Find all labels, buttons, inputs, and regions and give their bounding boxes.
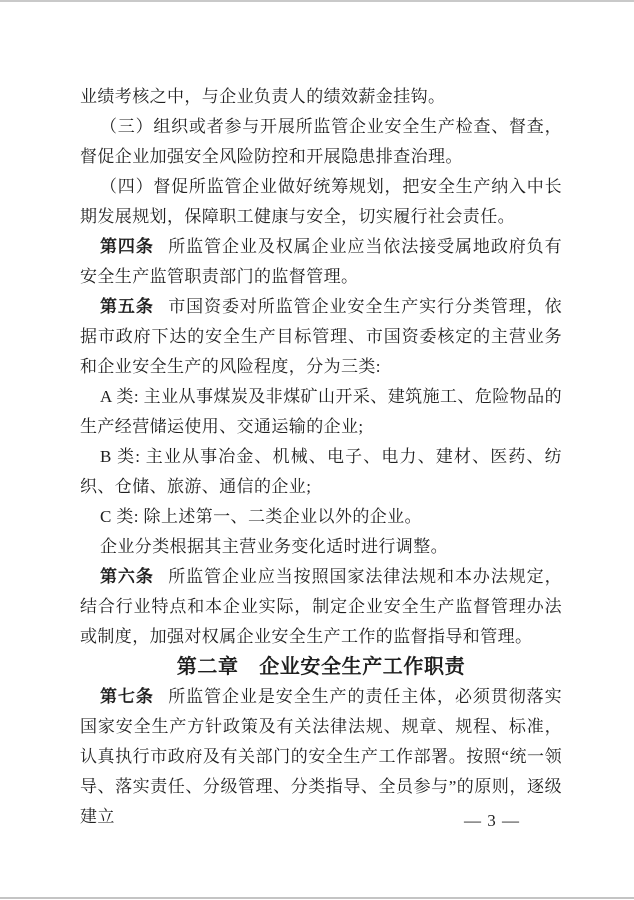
article-text: 所监管企业及权属企业应当依法接受属地政府负有安全生产监管职责部门的监督管理。 [80,237,562,286]
article-paragraph [80,232,562,292]
page-top-edge [0,0,634,2]
article-paragraph [80,562,562,652]
page-bottom-edge [0,897,634,899]
body-paragraph: B 类: 主业从事冶金、机械、电子、电力、建材、医药、纺织、仓储、旅游、通信的企业; [80,447,562,496]
document-body [80,82,562,832]
article-number-label: 第五条 [100,297,154,316]
body-paragraph: （三）组织或者参与开展所监管企业安全生产检查、督查，督促企业加强安全风险防控和开展隐患排查治理。 [80,117,562,166]
page-number: — 3 — [464,811,520,830]
body-paragraph: 企业分类根据其主营业务变化适时进行调整。 [100,537,448,556]
article-number-label: 第七条 [100,687,154,706]
article-paragraph [80,292,562,382]
article-number-label: 第四条 [100,237,154,256]
article-number-label: 第六条 [100,567,154,586]
body-paragraph: C 类: 除上述第一、二类企业以外的企业。 [100,507,422,526]
body-paragraph: A 类: 主业从事煤炭及非煤矿山开采、建筑施工、危险物品的生产经营储运使用、交通运输的企业; [80,387,562,436]
chapter-heading: 第二章 企业安全生产工作职责 [176,656,466,678]
article-text: 所监管企业是安全生产的责任主体，必须贯彻落实国家安全生产方针政策及有关法律法规、规章、规程、标准，认真执行市政府及有关部门的安全生产工作部署。按照“统一领导、落实责任、分级管理、分类指导、全员参与”的原则，逐级建立 [80,687,562,826]
continuation-paragraph: 业绩考核之中，与企业负责人的绩效薪金挂钩。 [80,87,446,106]
article-text: 所监管企业应当按照国家法律法规和本办法规定，结合行业特点和本企业实际，制定企业安全生产监督管理办法或制度，加强对权属企业安全生产工作的监督指导和管理。 [80,567,562,646]
article-text: 市国资委对所监管企业安全生产实行分类管理，依据市政府下达的安全生产目标管理、市国资委核定的主营业务和企业安全生产的风险程度，分为三类: [80,297,562,376]
body-paragraph: （四）督促所监管企业做好统筹规划，把安全生产纳入中长期发展规划，保障职工健康与安全，切实履行社会责任。 [80,177,562,226]
